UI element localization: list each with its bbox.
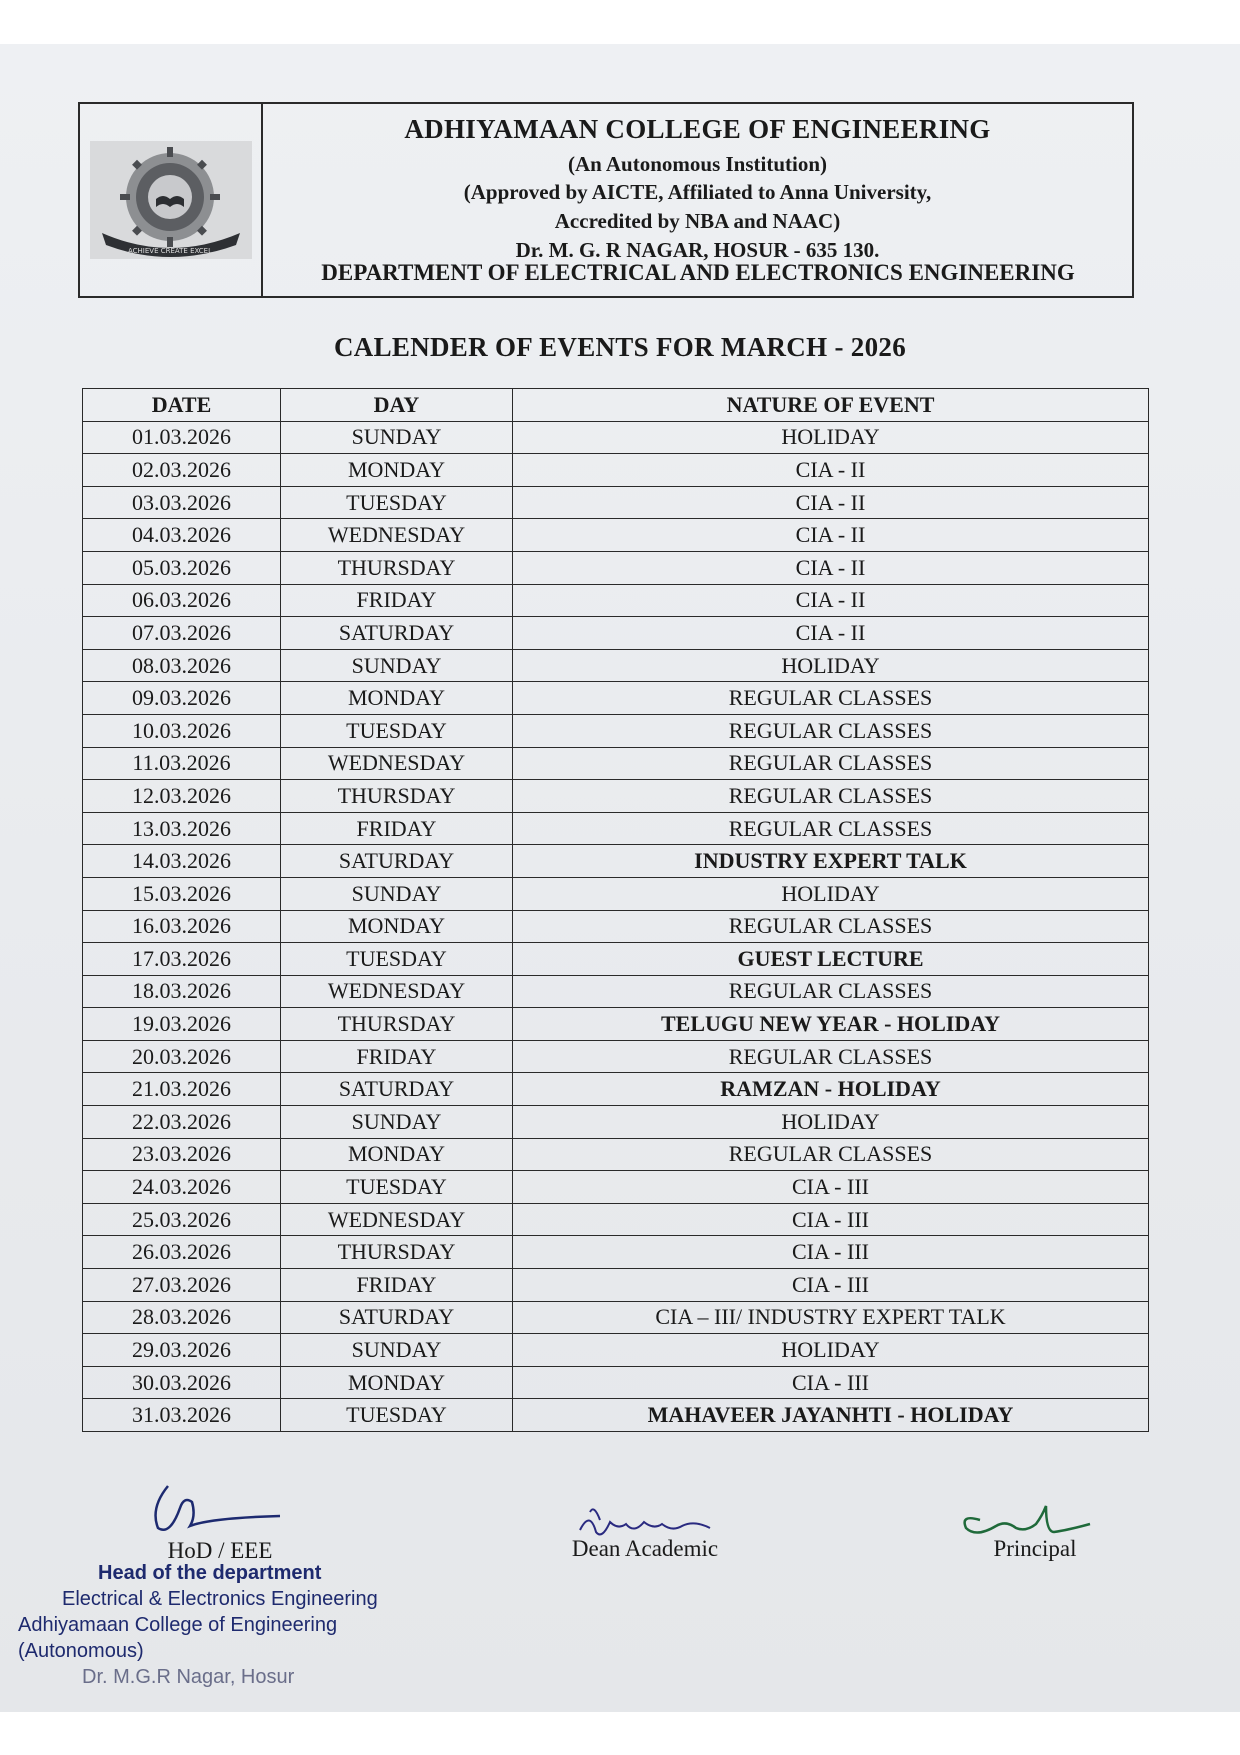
- table-row: [83, 454, 1149, 487]
- event-cell: CIA - II: [513, 617, 1149, 650]
- event-cell: CIA - II: [513, 486, 1149, 519]
- date-cell: 27.03.2026: [83, 1269, 281, 1302]
- date-cell: 31.03.2026: [83, 1399, 281, 1432]
- logo-cell: [80, 104, 263, 296]
- event-cell: HOLIDAY: [513, 421, 1149, 454]
- stamp-line-2: Electrical & Electronics Engineering: [62, 1588, 378, 1610]
- date-cell: 19.03.2026: [83, 1008, 281, 1041]
- event-cell: REGULAR CLASSES: [513, 714, 1149, 747]
- day-cell: SATURDAY: [281, 1073, 513, 1106]
- event-cell: CIA - III: [513, 1269, 1149, 1302]
- dean-signature-label: Dean Academic: [571, 1536, 719, 1561]
- date-cell: 16.03.2026: [83, 910, 281, 943]
- event-cell: HOLIDAY: [513, 649, 1149, 682]
- stamp-line-1: Head of the department: [98, 1562, 322, 1584]
- date-cell: 24.03.2026: [83, 1171, 281, 1204]
- date-cell: 01.03.2026: [83, 421, 281, 454]
- table-row: [83, 1269, 1149, 1302]
- day-cell: MONDAY: [281, 682, 513, 715]
- page-title: CALENDER OF EVENTS FOR MARCH - 2026: [333, 332, 906, 362]
- date-cell: 11.03.2026: [83, 747, 281, 780]
- table-row: [83, 1203, 1149, 1236]
- day-cell: FRIDAY: [281, 584, 513, 617]
- table-row: [83, 1171, 1149, 1204]
- college-emblem-icon: [90, 141, 252, 259]
- table-row: [83, 877, 1149, 910]
- institution-status: (An Autonomous Institution): [567, 152, 828, 176]
- table-row: [83, 1040, 1149, 1073]
- date-cell: 20.03.2026: [83, 1040, 281, 1073]
- event-cell: REGULAR CLASSES: [513, 975, 1149, 1008]
- date-cell: 18.03.2026: [83, 975, 281, 1008]
- event-cell: REGULAR CLASSES: [513, 1138, 1149, 1171]
- event-cell: RAMZAN - HOLIDAY: [513, 1073, 1149, 1106]
- event-cell: CIA - II: [513, 551, 1149, 584]
- day-cell: SATURDAY: [281, 617, 513, 650]
- date-cell: 28.03.2026: [83, 1301, 281, 1334]
- approval-line: (Approved by AICTE, Affiliated to Anna University,: [463, 180, 932, 204]
- date-cell: 21.03.2026: [83, 1073, 281, 1106]
- table-row: [83, 943, 1149, 976]
- event-cell: CIA - III: [513, 1203, 1149, 1236]
- hod-stamp: [18, 1560, 458, 1690]
- principal-signature-label: Principal: [993, 1536, 1077, 1561]
- event-cell: CIA - II: [513, 454, 1149, 487]
- event-cell: REGULAR CLASSES: [513, 812, 1149, 845]
- table-row: [83, 812, 1149, 845]
- day-cell: TUESDAY: [281, 943, 513, 976]
- event-cell: CIA - III: [513, 1236, 1149, 1269]
- table-row: [83, 1366, 1149, 1399]
- table-row: [83, 1008, 1149, 1041]
- day-cell: SUNDAY: [281, 1334, 513, 1367]
- day-cell: SUNDAY: [281, 649, 513, 682]
- event-cell: REGULAR CLASSES: [513, 780, 1149, 813]
- table-header-row: [83, 389, 1149, 422]
- date-cell: 06.03.2026: [83, 584, 281, 617]
- table-row: [83, 1236, 1149, 1269]
- date-cell: 17.03.2026: [83, 943, 281, 976]
- event-cell: REGULAR CLASSES: [513, 682, 1149, 715]
- table-row: [83, 910, 1149, 943]
- address-line: Dr. M. G. R NAGAR, HOSUR - 635 130.: [515, 238, 880, 262]
- date-cell: 03.03.2026: [83, 486, 281, 519]
- table-body: [83, 421, 1149, 1431]
- column-header-date: DATE: [83, 389, 281, 422]
- table-row: [83, 519, 1149, 552]
- table-row: [83, 1073, 1149, 1106]
- date-cell: 25.03.2026: [83, 1203, 281, 1236]
- table-row: [83, 486, 1149, 519]
- date-cell: 02.03.2026: [83, 454, 281, 487]
- table-row: [83, 682, 1149, 715]
- day-cell: MONDAY: [281, 454, 513, 487]
- accreditation-line: Accredited by NBA and NAAC): [554, 209, 841, 233]
- day-cell: FRIDAY: [281, 1040, 513, 1073]
- logo-motto: ACHIEVE CREATE EXCEL: [127, 247, 212, 255]
- day-cell: TUESDAY: [281, 1399, 513, 1432]
- day-cell: SUNDAY: [281, 877, 513, 910]
- event-cell: REGULAR CLASSES: [513, 747, 1149, 780]
- day-cell: FRIDAY: [281, 812, 513, 845]
- table-row: [83, 649, 1149, 682]
- event-cell: HOLIDAY: [513, 1334, 1149, 1367]
- column-header-day: DAY: [281, 389, 513, 422]
- event-cell: CIA - III: [513, 1171, 1149, 1204]
- table-row: [83, 421, 1149, 454]
- day-cell: MONDAY: [281, 1366, 513, 1399]
- day-cell: THURSDAY: [281, 551, 513, 584]
- column-header-event: NATURE OF EVENT: [513, 389, 1149, 422]
- date-cell: 10.03.2026: [83, 714, 281, 747]
- day-cell: TUESDAY: [281, 486, 513, 519]
- page-bottom-margin: [0, 1712, 1240, 1755]
- event-cell: REGULAR CLASSES: [513, 1040, 1149, 1073]
- table-row: [83, 584, 1149, 617]
- hod-signature-label: HoD / EEE: [167, 1538, 273, 1563]
- day-cell: TUESDAY: [281, 714, 513, 747]
- date-cell: 15.03.2026: [83, 877, 281, 910]
- day-cell: THURSDAY: [281, 1008, 513, 1041]
- date-cell: 14.03.2026: [83, 845, 281, 878]
- event-cell: INDUSTRY EXPERT TALK: [513, 845, 1149, 878]
- date-cell: 26.03.2026: [83, 1236, 281, 1269]
- date-cell: 29.03.2026: [83, 1334, 281, 1367]
- page-top-margin: [0, 0, 1240, 44]
- day-cell: THURSDAY: [281, 780, 513, 813]
- date-cell: 30.03.2026: [83, 1366, 281, 1399]
- event-cell: CIA - II: [513, 519, 1149, 552]
- table-row: [83, 617, 1149, 650]
- event-cell: CIA - III: [513, 1366, 1149, 1399]
- table-row: [83, 714, 1149, 747]
- day-cell: THURSDAY: [281, 1236, 513, 1269]
- department-name: DEPARTMENT OF ELECTRICAL AND ELECTRONICS ENGINEERING: [321, 260, 1075, 285]
- day-cell: FRIDAY: [281, 1269, 513, 1302]
- table-row: [83, 747, 1149, 780]
- table-row: [83, 551, 1149, 584]
- date-cell: 08.03.2026: [83, 649, 281, 682]
- day-cell: WEDNESDAY: [281, 975, 513, 1008]
- table-row: [83, 1106, 1149, 1139]
- table-row: [83, 975, 1149, 1008]
- table-row: [83, 1138, 1149, 1171]
- date-cell: 13.03.2026: [83, 812, 281, 845]
- table-row: [83, 1334, 1149, 1367]
- date-cell: 07.03.2026: [83, 617, 281, 650]
- day-cell: SUNDAY: [281, 421, 513, 454]
- event-cell: REGULAR CLASSES: [513, 910, 1149, 943]
- event-cell: CIA – III/ INDUSTRY EXPERT TALK: [513, 1301, 1149, 1334]
- day-cell: TUESDAY: [281, 1171, 513, 1204]
- stamp-line-4: Dr. M.G.R Nagar, Hosur: [82, 1666, 295, 1688]
- date-cell: 05.03.2026: [83, 551, 281, 584]
- date-cell: 09.03.2026: [83, 682, 281, 715]
- event-cell: MAHAVEER JAYANHTI - HOLIDAY: [513, 1399, 1149, 1432]
- event-cell: GUEST LECTURE: [513, 943, 1149, 976]
- day-cell: SUNDAY: [281, 1106, 513, 1139]
- stamp-line-3: Adhiyamaan College of Engineering (Autonomous): [18, 1614, 338, 1662]
- day-cell: SATURDAY: [281, 845, 513, 878]
- day-cell: WEDNESDAY: [281, 519, 513, 552]
- table-row: [83, 780, 1149, 813]
- table-row: [83, 1399, 1149, 1432]
- table-row: [83, 1301, 1149, 1334]
- events-table: [82, 388, 1149, 1432]
- date-cell: 04.03.2026: [83, 519, 281, 552]
- hod-signature: [140, 1478, 290, 1538]
- day-cell: MONDAY: [281, 1138, 513, 1171]
- day-cell: MONDAY: [281, 910, 513, 943]
- date-cell: 12.03.2026: [83, 780, 281, 813]
- event-cell: CIA - II: [513, 584, 1149, 617]
- event-cell: HOLIDAY: [513, 877, 1149, 910]
- date-cell: 23.03.2026: [83, 1138, 281, 1171]
- date-cell: 22.03.2026: [83, 1106, 281, 1139]
- day-cell: SATURDAY: [281, 1301, 513, 1334]
- college-name: ADHIYAMAAN COLLEGE OF ENGINEERING: [404, 114, 991, 144]
- event-cell: HOLIDAY: [513, 1106, 1149, 1139]
- day-cell: WEDNESDAY: [281, 1203, 513, 1236]
- event-cell: TELUGU NEW YEAR - HOLIDAY: [513, 1008, 1149, 1041]
- table-row: [83, 845, 1149, 878]
- day-cell: WEDNESDAY: [281, 747, 513, 780]
